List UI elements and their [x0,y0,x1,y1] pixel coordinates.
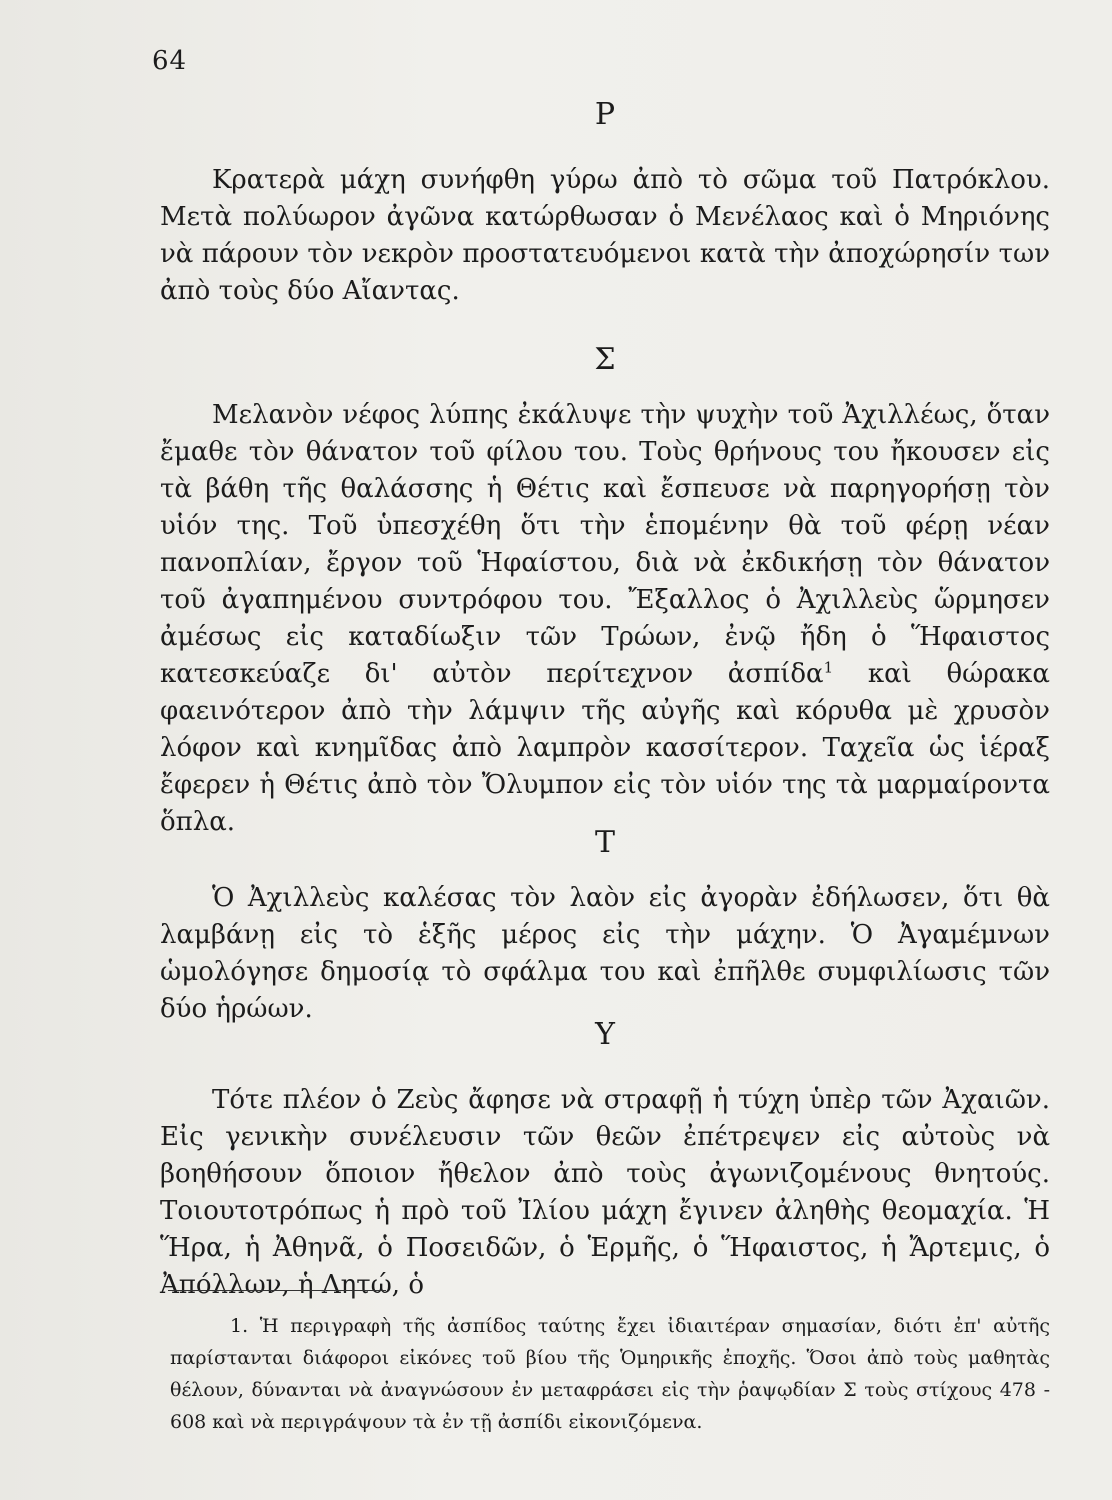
paragraph-text-part: καὶ θώρακα φαεινότερον ἀπὸ τὴν λάμψιν τῆς αὐγῆς καὶ κόρυθα μὲ χρυσὸν λόφον καὶ κνημῖδας ἀπὸ λαμπρὸν κασσίτερον. Ταχεῖα ὡς ἱέραξ ἔφερεν ἡ Θέτις ἀπὸ τὸν Ὄλυμπον εἰς τὸν υἱόν της τὰ μαρμαίροντα ὅπλα. [160,659,1050,837]
section-rho [160,97,1050,310]
footnote-marker: 1 [823,658,834,677]
section-heading: Ρ [594,97,616,132]
section-paragraph [160,397,1050,841]
footnote: 1. Ἡ περιγραφὴ τῆς ἀσπίδος ταύτης ἔχει ἰδιαιτέραν σημασίαν, διότι ἐπ' αὐτῆς παρίστανται διάφοροι εἰκόνες τοῦ βίου τῆς Ὁμηρικῆς ἐποχῆς. Ὅσοι ἀπὸ τοὺς μαθητὰς θέλουν, δύνανται νὰ ἀναγνώσουν ἐν μεταφράσει εἰς τὴν ῥαψῳδίαν Σ τοὺς στίχους 478 - 608 καὶ νὰ περιγράψουν τὰ ἐν τῇ ἀσπίδι εἰκονιζόμενα. [170,1315,1050,1433]
section-heading: Τ [594,825,615,860]
section-sigma [160,342,1050,841]
section-upsilon [160,1017,1050,1304]
section-paragraph: Κρατερὰ μάχη συνήφθη γύρω ἀπὸ τὸ σῶμα τοῦ Πατρόκλου. Μετὰ πολύωρον ἀγῶνα κατώρθωσαν ὁ Μενέλαος καὶ ὁ Μηριόνης νὰ πάρουν τὸν νεκρὸν προστατευόμενοι κατὰ τὴν ἀποχώρησίν των ἀπὸ τοὺς δύο Αἴαντας. [160,165,1050,306]
paragraph-text-part: Μελανὸν νέφος λύπης ἐκάλυψε τὴν ψυχὴν τοῦ Ἀχιλλέως, ὅταν ἔμαθε τὸν θάνατον τοῦ φίλου του. Τοὺς θρήνους του ἤκουσεν εἰς τὰ βάθη τῆς θαλάσσης ἡ Θέτις καὶ ἔσπευσε νὰ παρηγορήσῃ τὸν υἱόν της. Τοῦ ὑπεσχέθη ὅτι τὴν ἑπομένην θὰ τοῦ φέρῃ νέαν πανοπλίαν, ἔργον τοῦ Ἡφαίστου, διὰ νὰ ἐκδικήσῃ τὸν θάνατον τοῦ ἀγαπημένου συντρόφου του. Ἔξαλλος ὁ Ἀχιλλεὺς ὥρμησεν ἀμέσως εἰς καταδίωξιν τῶν Τρώων, ἐνῷ ἤδη ὁ Ἥφαιστος κατεσκεύαζε δι' αὐτὸν περίτεχνον ἀσπίδα [160,400,1050,689]
section-heading: Σ [594,342,616,377]
section-paragraph: Ὁ Ἀχιλλεὺς καλέσας τὸν λαὸν εἰς ἀγορὰν ἐδήλωσεν, ὅτι θὰ λαμβάνῃ εἰς τὸ ἑξῆς μέρος εἰς τὴν μάχην. Ὁ Ἀγαμέμνων ὡμολόγησε δημοσίᾳ τὸ σφάλμα του καὶ ἐπῆλθε συμφιλίωσις τῶν δύο ἡρώων. [160,883,1050,1024]
section-heading: Υ [595,1017,615,1052]
page-number: 64 [152,46,188,76]
footnote-divider [168,1290,386,1291]
section-paragraph: Τότε πλέον ὁ Ζεὺς ἄφησε νὰ στραφῇ ἡ τύχη ὑπὲρ τῶν Ἀχαιῶν. Εἰς γενικὴν συνέλευσιν τῶν θεῶν ἐπέτρεψεν εἰς αὐτοὺς νὰ βοηθήσουν ὅποιον ἤθελον ἀπὸ τοὺς ἀγωνιζομένους θνητούς. Τοιουτοτρόπως ἡ πρὸ τοῦ Ἰλίου μάχη ἔγινεν ἀληθὴς θεομαχία. Ἡ Ἥρα, ἡ Ἀθηνᾶ, ὁ Ποσειδῶν, ὁ Ἑρμῆς, ὁ Ἥφαιστος, ἡ Ἄρτεμις, ὁ Ἀπόλλων, ἡ Λητώ, ὁ [160,1085,1050,1300]
section-tau [160,825,1050,1028]
